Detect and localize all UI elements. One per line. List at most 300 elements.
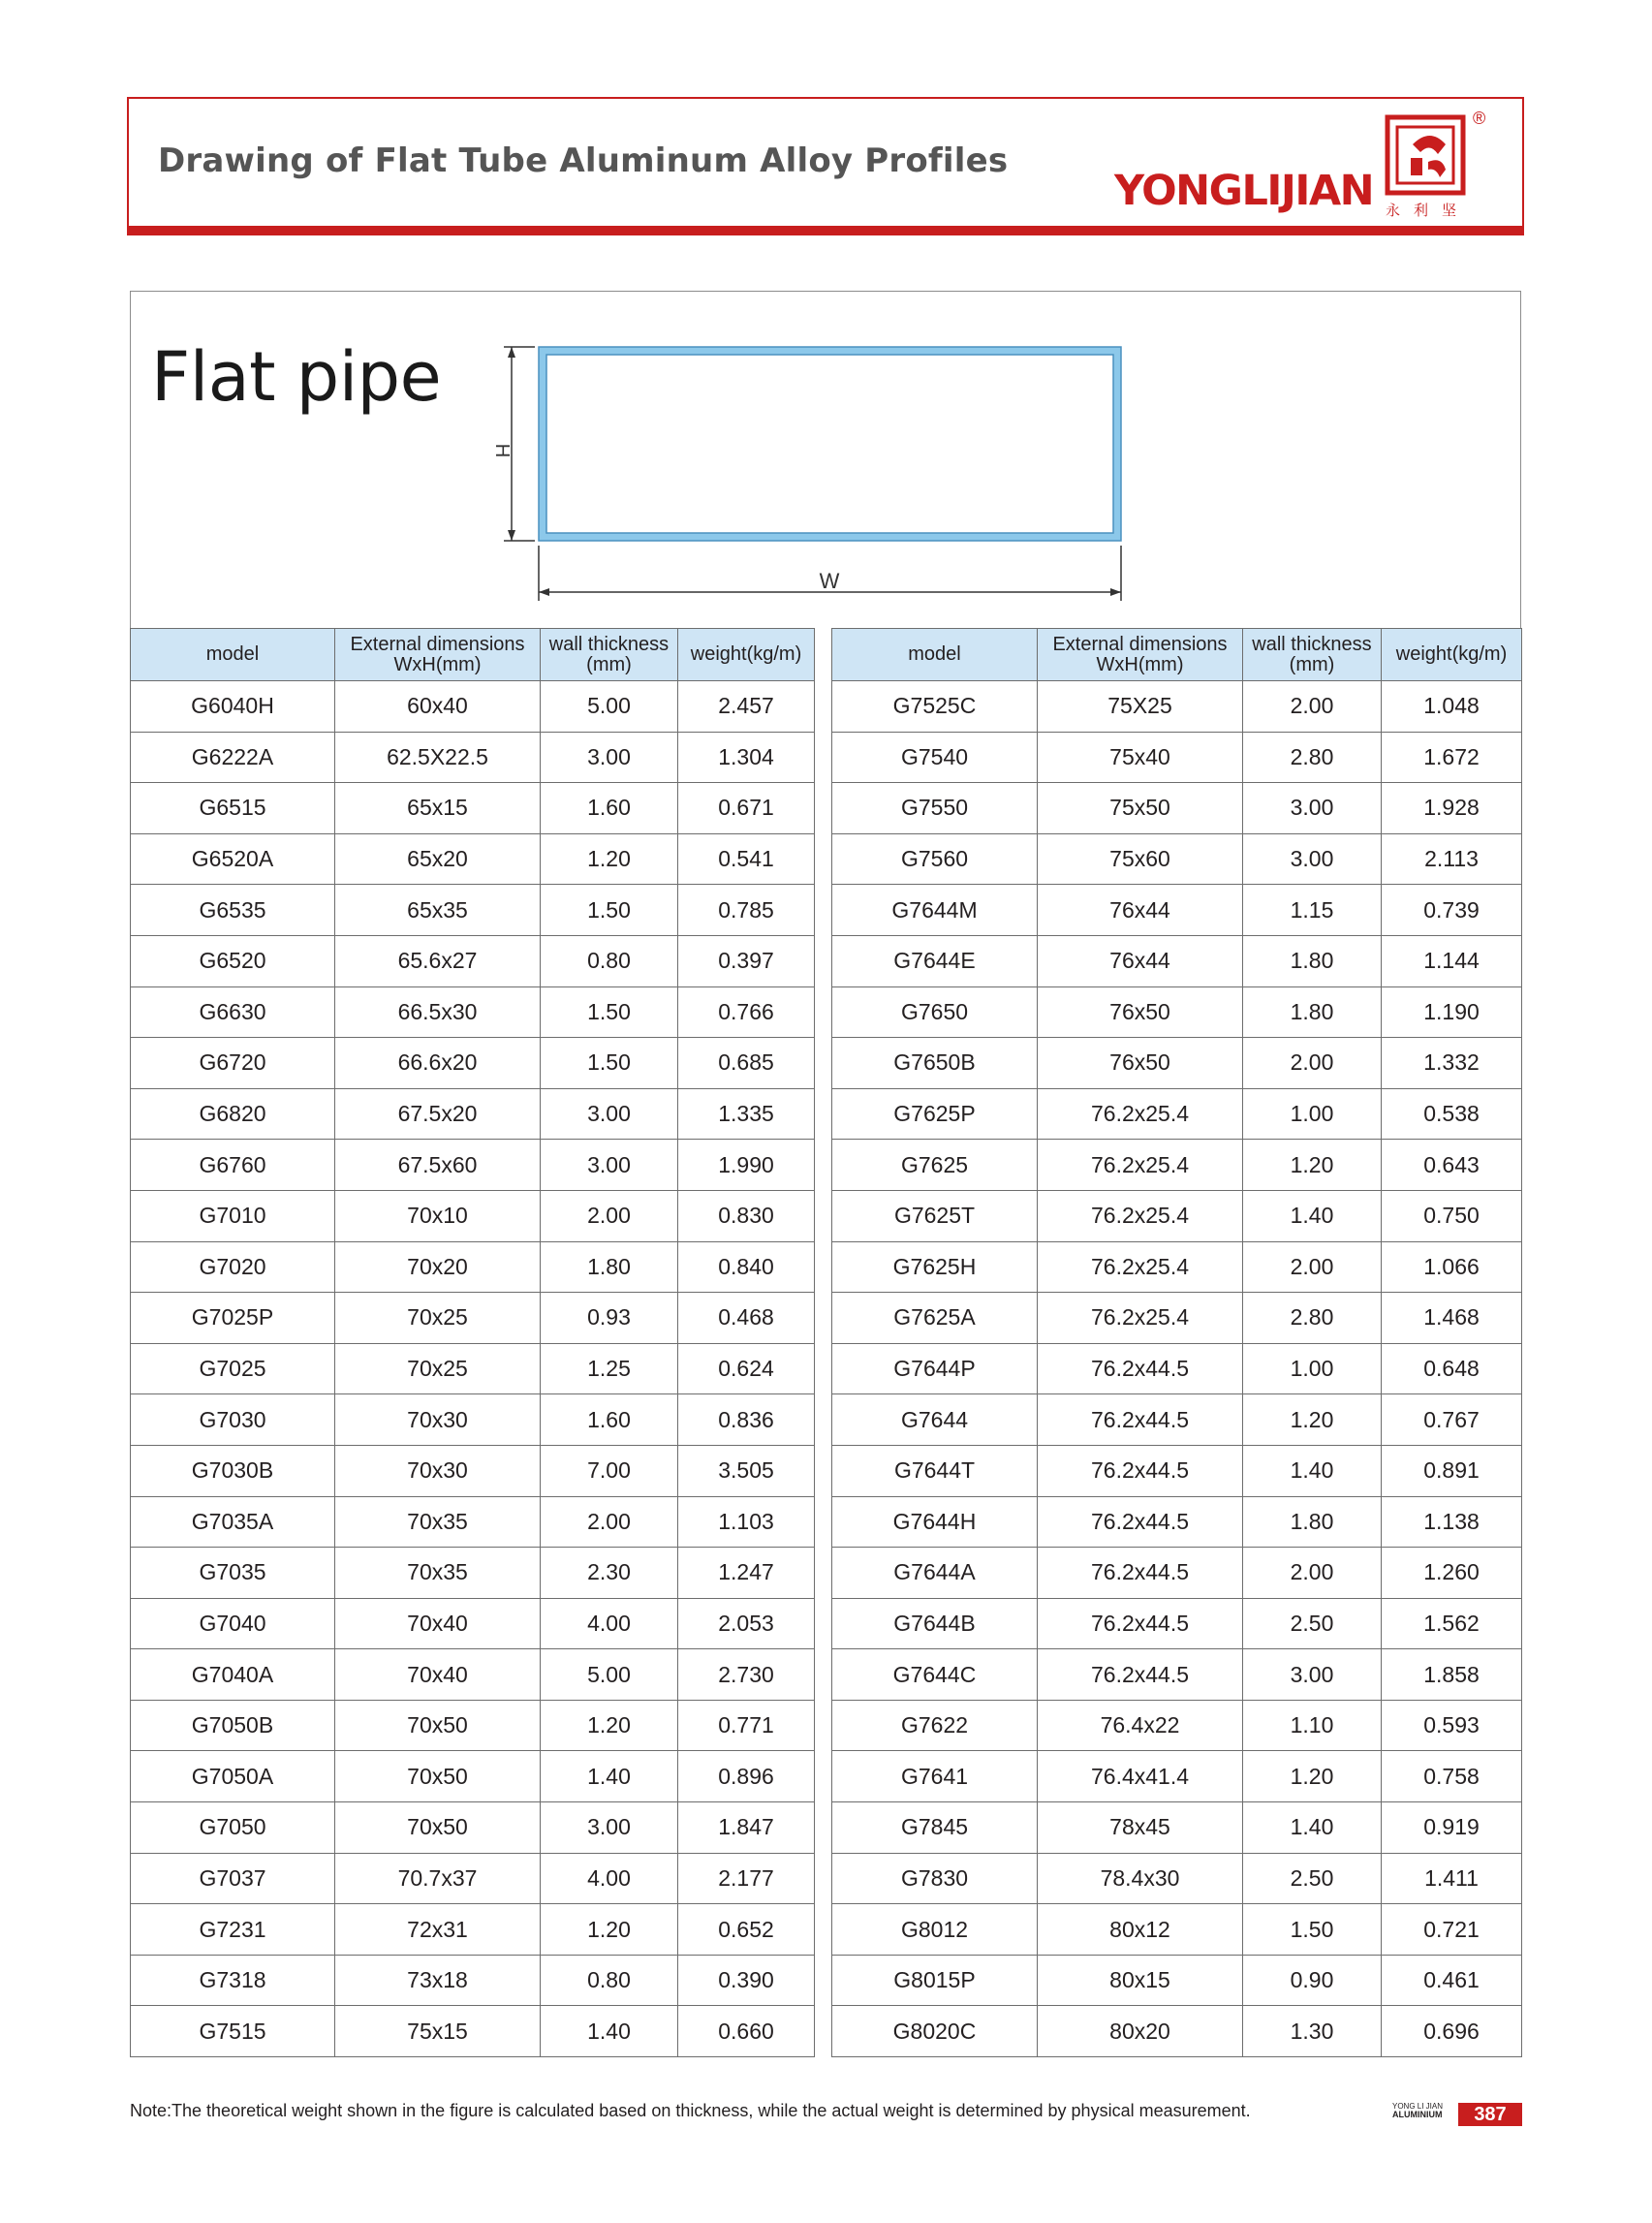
cell-dimensions: 75x60 [1038,833,1243,885]
cell-weight: 0.766 [678,986,815,1038]
table-row [131,1445,815,1496]
cell-weight: 0.696 [1382,2006,1522,2057]
table-row [131,1293,815,1344]
cell-dimensions: 66.6x20 [335,1038,541,1089]
table-header-row [832,629,1522,681]
table-header-row [131,629,815,681]
brand-name: YONGLIJIAN [1114,167,1374,215]
table-row [832,1445,1522,1496]
header-wall-thickness [541,629,678,681]
cell-wall-thickness: 1.80 [1243,935,1382,986]
cell-model: G6760 [131,1140,335,1191]
cell-model: G7030B [131,1445,335,1496]
header-dimensions-line2: WxH(mm) [1096,653,1184,675]
cell-weight: 0.538 [1382,1088,1522,1140]
cell-model: G6515 [131,783,335,834]
table-row [832,732,1522,783]
cell-dimensions: 73x18 [335,1955,541,2006]
cell-dimensions: 76x44 [1038,935,1243,986]
cell-weight: 2.177 [678,1853,815,1904]
cell-dimensions: 65x35 [335,885,541,936]
table-row [131,1548,815,1599]
table-row [832,935,1522,986]
cell-wall-thickness: 2.00 [1243,1241,1382,1293]
page-title: Drawing of Flat Tube Aluminum Alloy Profiles [158,141,1009,180]
cell-wall-thickness: 3.00 [541,1802,678,1854]
cell-weight: 1.066 [1382,1241,1522,1293]
cell-model: G8012 [832,1904,1038,1956]
cell-dimensions: 80x20 [1038,2006,1243,2057]
table-row [131,1496,815,1548]
cell-weight: 3.505 [678,1445,815,1496]
cell-weight: 0.785 [678,885,815,936]
table-row [832,1700,1522,1751]
cell-model: G7025P [131,1293,335,1344]
table-row [131,732,815,783]
cell-dimensions: 76.2x25.4 [1038,1088,1243,1140]
cell-wall-thickness: 1.40 [541,2006,678,2057]
header-dimensions-line2: WxH(mm) [393,653,482,675]
cell-dimensions: 76.4x41.4 [1038,1751,1243,1802]
cell-dimensions: 70x35 [335,1548,541,1599]
table-row [131,1802,815,1854]
table-row [131,1088,815,1140]
cell-dimensions: 62.5X22.5 [335,732,541,783]
cell-dimensions: 76.2x44.5 [1038,1649,1243,1701]
cell-weight: 1.190 [1382,986,1522,1038]
cell-dimensions: 76.2x44.5 [1038,1598,1243,1649]
cell-weight: 0.771 [678,1700,815,1751]
table-row [832,1598,1522,1649]
cell-wall-thickness: 2.00 [541,1190,678,1241]
cell-dimensions: 70x50 [335,1751,541,1802]
table-row [832,1802,1522,1854]
cell-dimensions: 76.2x25.4 [1038,1190,1243,1241]
cell-model: G8020C [832,2006,1038,2057]
cell-wall-thickness: 3.00 [1243,1649,1382,1701]
cell-wall-thickness: 1.40 [541,1751,678,1802]
footer-brand-line1: YONG LI JIAN [1392,2102,1444,2111]
cell-dimensions: 80x15 [1038,1955,1243,2006]
cell-weight: 0.750 [1382,1190,1522,1241]
cell-model: G7040A [131,1649,335,1701]
cell-weight: 0.767 [1382,1394,1522,1446]
cell-model: G7845 [832,1802,1038,1854]
cell-model: G7650B [832,1038,1038,1089]
table-row [131,1904,815,1956]
header-dimensions-line1: External dimensions [1052,633,1228,655]
cell-dimensions: 76.2x44.5 [1038,1445,1243,1496]
cell-dimensions: 76x50 [1038,1038,1243,1089]
table-row [832,681,1522,733]
cell-weight: 0.840 [678,1241,815,1293]
cell-wall-thickness: 1.40 [1243,1802,1382,1854]
cell-dimensions: 65x15 [335,783,541,834]
cell-wall-thickness: 2.00 [1243,1548,1382,1599]
cell-weight: 1.928 [1382,783,1522,834]
cell-model: G7641 [832,1751,1038,1802]
cell-weight: 2.730 [678,1649,815,1701]
cell-weight: 0.397 [678,935,815,986]
cell-model: G7830 [832,1853,1038,1904]
cell-dimensions: 66.5x30 [335,986,541,1038]
cell-wall-thickness: 2.30 [541,1548,678,1599]
cell-dimensions: 76.2x44.5 [1038,1394,1243,1446]
cell-weight: 1.847 [678,1802,815,1854]
cell-model: G7030 [131,1394,335,1446]
cell-dimensions: 70x10 [335,1190,541,1241]
cell-model: G7035A [131,1496,335,1548]
table-row [832,1343,1522,1394]
cell-model: G6040H [131,681,335,733]
cell-wall-thickness: 1.80 [1243,986,1382,1038]
spec-table-right [831,628,1522,2057]
cell-dimensions: 76x44 [1038,885,1243,936]
cell-model: G7540 [832,732,1038,783]
cell-wall-thickness: 1.80 [1243,1496,1382,1548]
table-row [832,783,1522,834]
cell-model: G7625T [832,1190,1038,1241]
cell-wall-thickness: 0.80 [541,1955,678,2006]
cell-weight: 0.648 [1382,1343,1522,1394]
header-wall-line2: (mm) [586,653,632,675]
cell-weight: 0.721 [1382,1904,1522,1956]
table-row [832,1394,1522,1446]
cell-model: G6720 [131,1038,335,1089]
cell-weight: 0.461 [1382,1955,1522,2006]
cell-weight: 0.758 [1382,1751,1522,1802]
table-row [131,885,815,936]
cell-model: G7037 [131,1853,335,1904]
width-label: W [819,569,840,593]
table-row [832,1241,1522,1293]
cell-wall-thickness: 3.00 [541,1088,678,1140]
cell-weight: 0.836 [678,1394,815,1446]
cell-wall-thickness: 1.40 [1243,1190,1382,1241]
cell-weight: 1.858 [1382,1649,1522,1701]
cell-model: G7622 [832,1700,1038,1751]
table-row [131,1038,815,1089]
table-row [131,986,815,1038]
cell-dimensions: 70x20 [335,1241,541,1293]
header-weight: weight(kg/m) [1382,629,1522,681]
cell-dimensions: 75X25 [1038,681,1243,733]
spec-table-left [130,628,815,2057]
table-row [832,1088,1522,1140]
cell-dimensions: 72x31 [335,1904,541,1956]
cell-weight: 0.624 [678,1343,815,1394]
cell-weight: 0.919 [1382,1802,1522,1854]
table-row [832,1190,1522,1241]
cell-wall-thickness: 2.80 [1243,1293,1382,1344]
table-row [131,1343,815,1394]
header-weight: weight(kg/m) [678,629,815,681]
cell-dimensions: 70x30 [335,1445,541,1496]
cell-model: G7050B [131,1700,335,1751]
table-row [131,2006,815,2057]
cell-wall-thickness: 1.20 [1243,1394,1382,1446]
cell-model: G7560 [832,833,1038,885]
cell-model: G7644M [832,885,1038,936]
cell-wall-thickness: 3.00 [541,1140,678,1191]
cell-weight: 0.643 [1382,1140,1522,1191]
table-row [832,1496,1522,1548]
cell-wall-thickness: 3.00 [1243,783,1382,834]
table-row [832,1853,1522,1904]
cell-model: G7040 [131,1598,335,1649]
cell-weight: 0.671 [678,783,815,834]
cell-model: G6630 [131,986,335,1038]
cell-model: G7644C [832,1649,1038,1701]
cell-wall-thickness: 1.10 [1243,1700,1382,1751]
cell-weight: 0.891 [1382,1445,1522,1496]
cell-dimensions: 70x35 [335,1496,541,1548]
cell-weight: 0.468 [678,1293,815,1344]
cell-wall-thickness: 1.60 [541,1394,678,1446]
cell-weight: 1.260 [1382,1548,1522,1599]
cell-model: G6520A [131,833,335,885]
cell-model: G7625 [832,1140,1038,1191]
table-row [832,1038,1522,1089]
cell-dimensions: 70x25 [335,1293,541,1344]
cell-dimensions: 76.2x44.5 [1038,1548,1243,1599]
cell-weight: 1.562 [1382,1598,1522,1649]
cell-dimensions: 75x15 [335,2006,541,2057]
brand-name-chinese: 永利坚 [1386,202,1471,219]
page-number: 387 [1458,2103,1522,2126]
header-bar [127,226,1524,235]
cell-dimensions: 70x50 [335,1700,541,1751]
header-wall-thickness [1243,629,1382,681]
cell-model: G6222A [131,732,335,783]
table-row [832,1649,1522,1701]
cell-model: G7644H [832,1496,1038,1548]
table-row [131,1190,815,1241]
cell-weight: 1.990 [678,1140,815,1191]
header-wall-line1: wall thickness [1252,633,1372,655]
cell-dimensions: 70.7x37 [335,1853,541,1904]
cell-dimensions: 76.2x44.5 [1038,1496,1243,1548]
cell-wall-thickness: 3.00 [1243,833,1382,885]
table-row [131,1140,815,1191]
cell-dimensions: 65.6x27 [335,935,541,986]
cell-wall-thickness: 0.93 [541,1293,678,1344]
header-dimensions-line1: External dimensions [350,633,525,655]
table-row [832,986,1522,1038]
cell-model: G7020 [131,1241,335,1293]
cell-dimensions: 76.2x25.4 [1038,1293,1243,1344]
header-model: model [832,629,1038,681]
cell-dimensions: 70x25 [335,1343,541,1394]
cell-model: G7318 [131,1955,335,2006]
table-row [131,833,815,885]
table-row [131,1649,815,1701]
header-wall-line2: (mm) [1289,653,1335,675]
cell-weight: 0.593 [1382,1700,1522,1751]
cell-wall-thickness: 4.00 [541,1598,678,1649]
height-label: H [491,443,513,458]
cell-dimensions: 80x12 [1038,1904,1243,1956]
table-row [832,1751,1522,1802]
cell-dimensions: 70x40 [335,1649,541,1701]
cell-wall-thickness: 0.90 [1243,1955,1382,2006]
header-dimensions [1038,629,1243,681]
header-dimensions [335,629,541,681]
cell-model: G7650 [832,986,1038,1038]
cell-weight: 1.468 [1382,1293,1522,1344]
cell-weight: 0.390 [678,1955,815,2006]
cell-dimensions: 76x50 [1038,986,1243,1038]
cell-dimensions: 76.2x25.4 [1038,1140,1243,1191]
cell-weight: 0.660 [678,2006,815,2057]
table-row [131,1598,815,1649]
table-row [832,1904,1522,1956]
cell-wall-thickness: 4.00 [541,1853,678,1904]
table-row [832,1548,1522,1599]
cell-model: G6820 [131,1088,335,1140]
table-row [131,1394,815,1446]
cell-weight: 1.672 [1382,732,1522,783]
cell-model: G7644 [832,1394,1038,1446]
table-row [832,1140,1522,1191]
cell-wall-thickness: 2.80 [1243,732,1382,783]
flat-pipe-diagram [484,334,1143,601]
cell-weight: 0.541 [678,833,815,885]
cell-wall-thickness: 1.00 [1243,1088,1382,1140]
cell-wall-thickness: 0.80 [541,935,678,986]
cell-weight: 1.304 [678,732,815,783]
cell-weight: 2.053 [678,1598,815,1649]
cell-model: G7625P [832,1088,1038,1140]
cell-wall-thickness: 2.50 [1243,1853,1382,1904]
cell-dimensions: 65x20 [335,833,541,885]
cell-wall-thickness: 2.00 [1243,1038,1382,1089]
footer-brand-line2: ALUMINIUM [1392,2110,1443,2119]
cell-dimensions: 67.5x60 [335,1140,541,1191]
cell-model: G7644B [832,1598,1038,1649]
cell-wall-thickness: 5.00 [541,1649,678,1701]
cell-dimensions: 76.2x44.5 [1038,1343,1243,1394]
cell-wall-thickness: 1.20 [541,1700,678,1751]
table-row [832,2006,1522,2057]
cell-weight: 1.103 [678,1496,815,1548]
cell-model: G7035 [131,1548,335,1599]
cell-model: G7644P [832,1343,1038,1394]
cell-dimensions: 67.5x20 [335,1088,541,1140]
cell-dimensions: 76.4x22 [1038,1700,1243,1751]
cell-model: G6520 [131,935,335,986]
cell-wall-thickness: 1.50 [541,986,678,1038]
cell-dimensions: 70x40 [335,1598,541,1649]
cell-wall-thickness: 1.25 [541,1343,678,1394]
cell-wall-thickness: 1.30 [1243,2006,1382,2057]
cell-weight: 2.457 [678,681,815,733]
table-row [832,833,1522,885]
table-row [832,885,1522,936]
header-wall-line1: wall thickness [548,633,670,655]
cell-wall-thickness: 1.50 [1243,1904,1382,1956]
cell-wall-thickness: 1.00 [1243,1343,1382,1394]
cell-model: G7010 [131,1190,335,1241]
cell-model: G7050 [131,1802,335,1854]
cell-weight: 1.332 [1382,1038,1522,1089]
cell-weight: 1.247 [678,1548,815,1599]
cell-model: G7644A [832,1548,1038,1599]
cell-model: G7550 [832,783,1038,834]
cell-model: G7644T [832,1445,1038,1496]
table-row [131,1241,815,1293]
header-model: model [131,629,335,681]
cell-dimensions: 60x40 [335,681,541,733]
table-row [131,1955,815,2006]
cell-dimensions: 78x45 [1038,1802,1243,1854]
cell-model: G7050A [131,1751,335,1802]
registered-mark: ® [1473,109,1486,128]
cell-dimensions: 70x30 [335,1394,541,1446]
cell-weight: 0.896 [678,1751,815,1802]
cell-weight: 0.652 [678,1904,815,1956]
cell-model: G7515 [131,2006,335,2057]
cell-model: G7625H [832,1241,1038,1293]
cell-dimensions: 70x50 [335,1802,541,1854]
footnote: Note:The theoretical weight shown in the figure is calculated based on thickness, while the actual weight is determined by physical measurement. [130,2101,1251,2120]
cell-model: G7231 [131,1904,335,1956]
cell-wall-thickness: 1.80 [541,1241,678,1293]
cell-weight: 1.138 [1382,1496,1522,1548]
cell-weight: 1.048 [1382,681,1522,733]
table-row [131,935,815,986]
cell-wall-thickness: 1.15 [1243,885,1382,936]
cell-dimensions: 78.4x30 [1038,1853,1243,1904]
cell-weight: 1.335 [678,1088,815,1140]
cell-wall-thickness: 2.50 [1243,1598,1382,1649]
cell-wall-thickness: 7.00 [541,1445,678,1496]
cell-model: G8015P [832,1955,1038,2006]
table-row [131,681,815,733]
footer-brand [1392,2102,1443,2119]
cell-wall-thickness: 2.00 [1243,681,1382,733]
cell-model: G7025 [131,1343,335,1394]
table-row [131,1853,815,1904]
cell-wall-thickness: 1.40 [1243,1445,1382,1496]
cell-wall-thickness: 2.00 [541,1496,678,1548]
cell-dimensions: 75x50 [1038,783,1243,834]
table-row [832,1955,1522,2006]
cell-wall-thickness: 1.60 [541,783,678,834]
cell-weight: 1.411 [1382,1853,1522,1904]
cell-dimensions: 76.2x25.4 [1038,1241,1243,1293]
cell-weight: 1.144 [1382,935,1522,986]
table-row [131,783,815,834]
cell-weight: 0.830 [678,1190,815,1241]
cell-model: G7525C [832,681,1038,733]
cell-wall-thickness: 1.50 [541,1038,678,1089]
table-row [832,1293,1522,1344]
cell-wall-thickness: 5.00 [541,681,678,733]
cell-weight: 0.685 [678,1038,815,1089]
cell-wall-thickness: 1.20 [541,1904,678,1956]
cell-dimensions: 75x40 [1038,732,1243,783]
cell-wall-thickness: 1.20 [1243,1751,1382,1802]
cell-wall-thickness: 1.50 [541,885,678,936]
cell-model: G7625A [832,1293,1038,1344]
cell-wall-thickness: 1.20 [541,833,678,885]
cell-model: G7644E [832,935,1038,986]
section-title: Flat pipe [151,337,442,417]
table-row [131,1751,815,1802]
cell-weight: 2.113 [1382,833,1522,885]
cell-model: G6535 [131,885,335,936]
